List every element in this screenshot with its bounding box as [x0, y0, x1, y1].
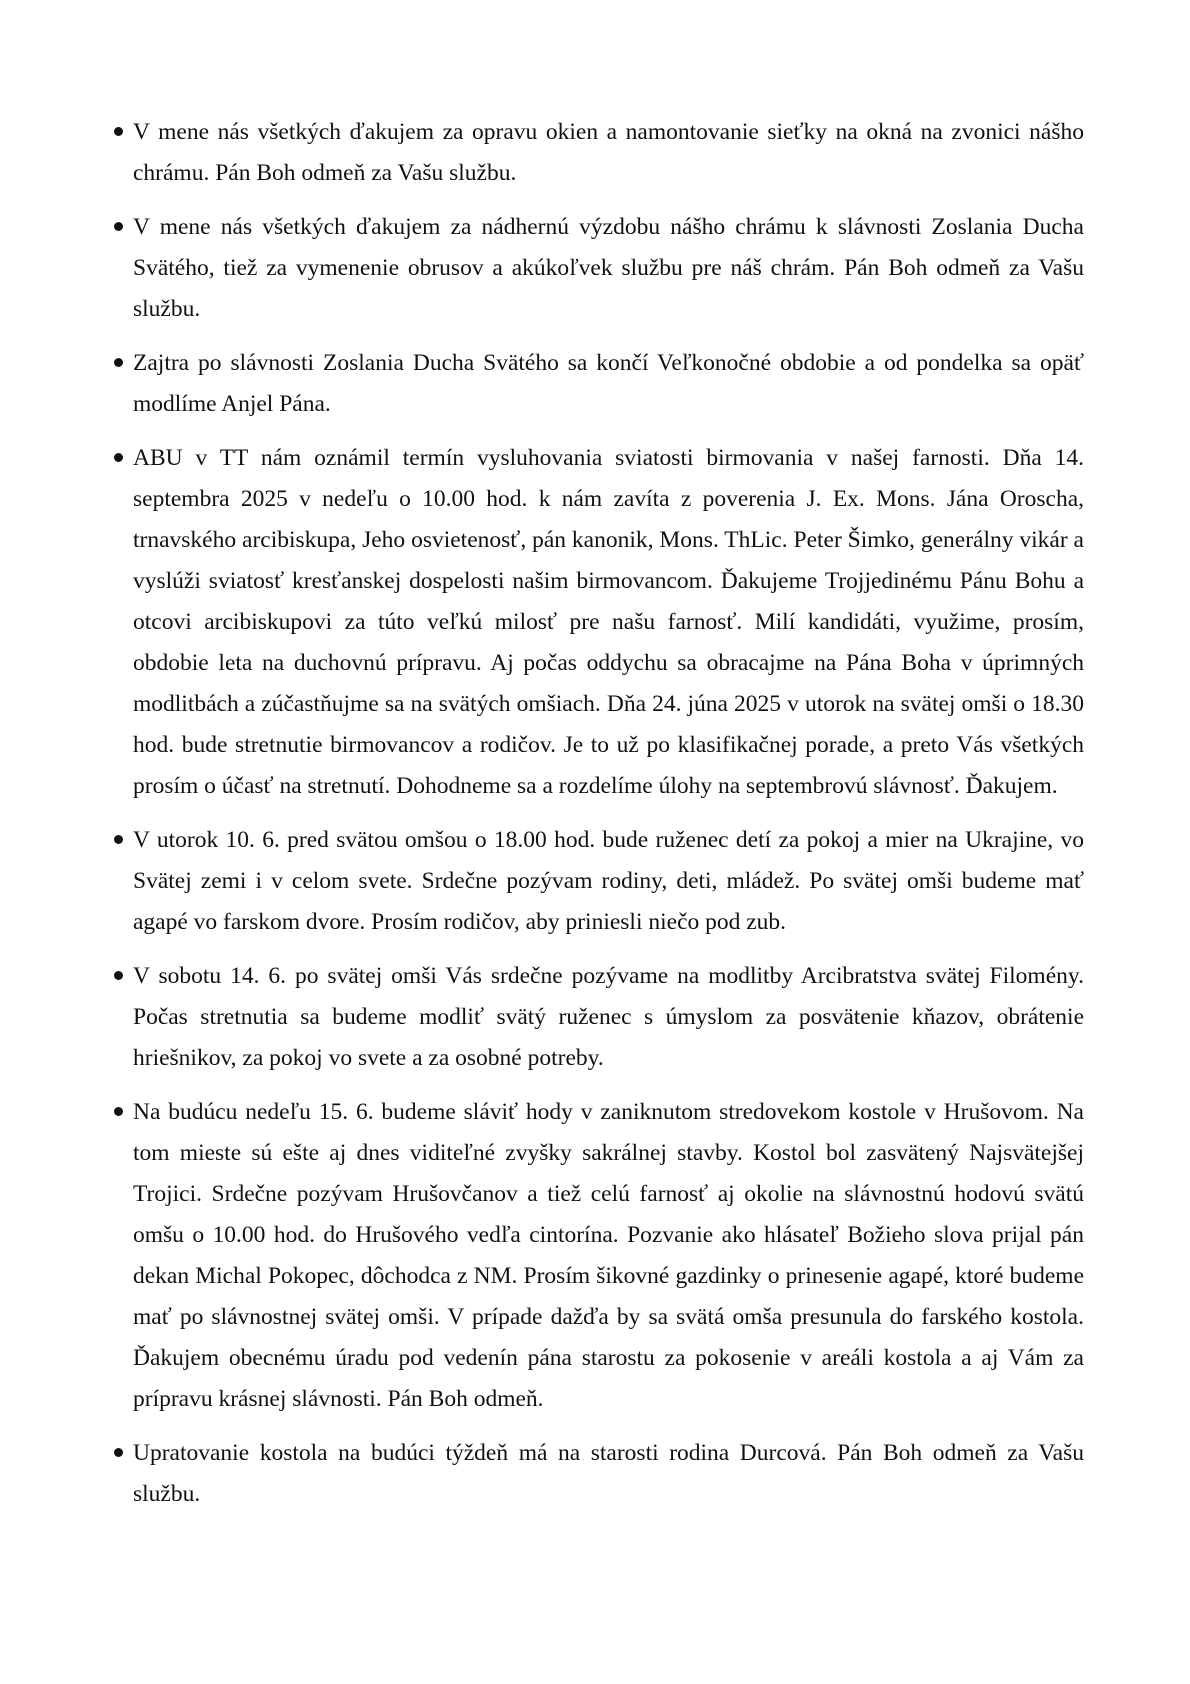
- announcement-text: Upratovanie kostola na budúci týždeň má na starosti rodina Durcová. Pán Boh odmeň za Vašu službu.: [133, 1440, 1084, 1507]
- announcement-text: ABU v TT nám oznámil termín vysluhovania sviatosti birmovania v našej farnosti. Dňa 14. septembra 2025 v nedeľu o 10.00 hod. k nám zavíta z poverenia J. Ex. Mons. Jána Oroscha, trnavského arcibiskupa, Jeho osvietenosť, pán kanonik, Mons. ThLic. Peter Šimko, generálny vikár a vyslúži sviatosť kresťanskej dospelosti našim birmovancom. Ďakujeme Trojjedinému Pánu Bohu a otcovi arcibiskupovi za túto veľkú milosť pre našu farnosť. Milí kandidáti, využime, prosím, obdobie leta na duchovnú prípravu. Aj počas oddychu sa obracajme na Pána Boha v úprimných modlitbách a zúčastňujme sa na svätých omšiach. Dňa 24. júna 2025 v utorok na svätej omši o 18.30 hod. bude stretnutie birmovancov a rodičov. Je to už po klasifikačnej porade, a preto Vás všetkých prosím o účasť na stretnutí. Dohodneme sa a rozdelíme úlohy na septembrovú slávnosť. Ďakujem.: [133, 445, 1084, 799]
- bullet-dot-icon: [114, 127, 123, 136]
- bullet-dot-icon: [114, 835, 123, 844]
- announcement-text: V mene nás všetkých ďakujem za opravu okien a namontovanie sieťky na okná na zvonici nášho chrámu. Pán Boh odmeň za Vašu službu.: [133, 119, 1084, 186]
- bullet-dot-icon: [114, 453, 123, 462]
- announcement-text: V mene nás všetkých ďakujem za nádhernú výzdobu nášho chrámu k slávnosti Zoslania Ducha Svätého, tiež za vymenenie obrusov a akúkoľvek službu pre náš chrám. Pán Boh odmeň za Vašu službu.: [133, 214, 1084, 322]
- bullet-dot-icon: [114, 358, 123, 367]
- bullet-dot-icon: [114, 222, 123, 231]
- bullet-dot-icon: [114, 971, 123, 980]
- announcement-list: [115, 112, 1084, 1528]
- announcement-item: [115, 112, 1084, 194]
- announcement-item: [115, 1092, 1084, 1420]
- announcement-text: V sobotu 14. 6. po svätej omši Vás srdečne pozývame na modlitby Arcibratstva svätej Filomény. Počas stretnutia sa budeme modliť svätý ruženec s úmyslom za posvätenie kňazov, obrátenie hriešnikov, za pokoj vo svete a za osobné potreby.: [133, 963, 1084, 1071]
- announcement-text: Na budúcu nedeľu 15. 6. budeme sláviť hody v zaniknutom stredovekom kostole v Hrušovom. Na tom mieste sú ešte aj dnes viditeľné zvyšky sakrálnej stavby. Kostol bol zasvätený Najsvätejšej Trojici. Srdečne pozývam Hrušovčanov a tiež celú farnosť aj okolie na slávnostnú hodovú svätú omšu o 10.00 hod. do Hrušového vedľa cintorína. Pozvanie ako hlásateľ Božieho slova prijal pán dekan Michal Pokopec, dôchodca z NM. Prosím šikovné gazdinky o prinesenie agapé, ktoré budeme mať po slávnostnej svätej omši. V prípade dažďa by sa svätá omša presunula do farského kostola. Ďakujem obecnému úradu pod vedenín pána starostu za pokosenie v areáli kostola a aj Vám za prípravu krásnej slávnosti. Pán Boh odmeň.: [133, 1099, 1084, 1412]
- bullet-dot-icon: [114, 1448, 123, 1457]
- announcement-text: Zajtra po slávnosti Zoslania Ducha Svätého sa končí Veľkonočné obdobie a od pondelka sa opäť modlíme Anjel Pána.: [133, 350, 1084, 417]
- announcement-item: [115, 820, 1084, 943]
- announcement-item: [115, 438, 1084, 807]
- announcement-item: [115, 343, 1084, 425]
- announcement-item: [115, 1433, 1084, 1515]
- announcement-item: [115, 207, 1084, 330]
- announcement-text: V utorok 10. 6. pred svätou omšou o 18.00 hod. bude ruženec detí za pokoj a mier na Ukrajine, vo Svätej zemi i v celom svete. Srdečne pozývam rodiny, deti, mládež. Po svätej omši budeme mať agapé vo farskom dvore. Prosím rodičov, aby priniesli niečo pod zub.: [133, 827, 1084, 935]
- bullet-dot-icon: [114, 1107, 123, 1116]
- announcement-item: [115, 956, 1084, 1079]
